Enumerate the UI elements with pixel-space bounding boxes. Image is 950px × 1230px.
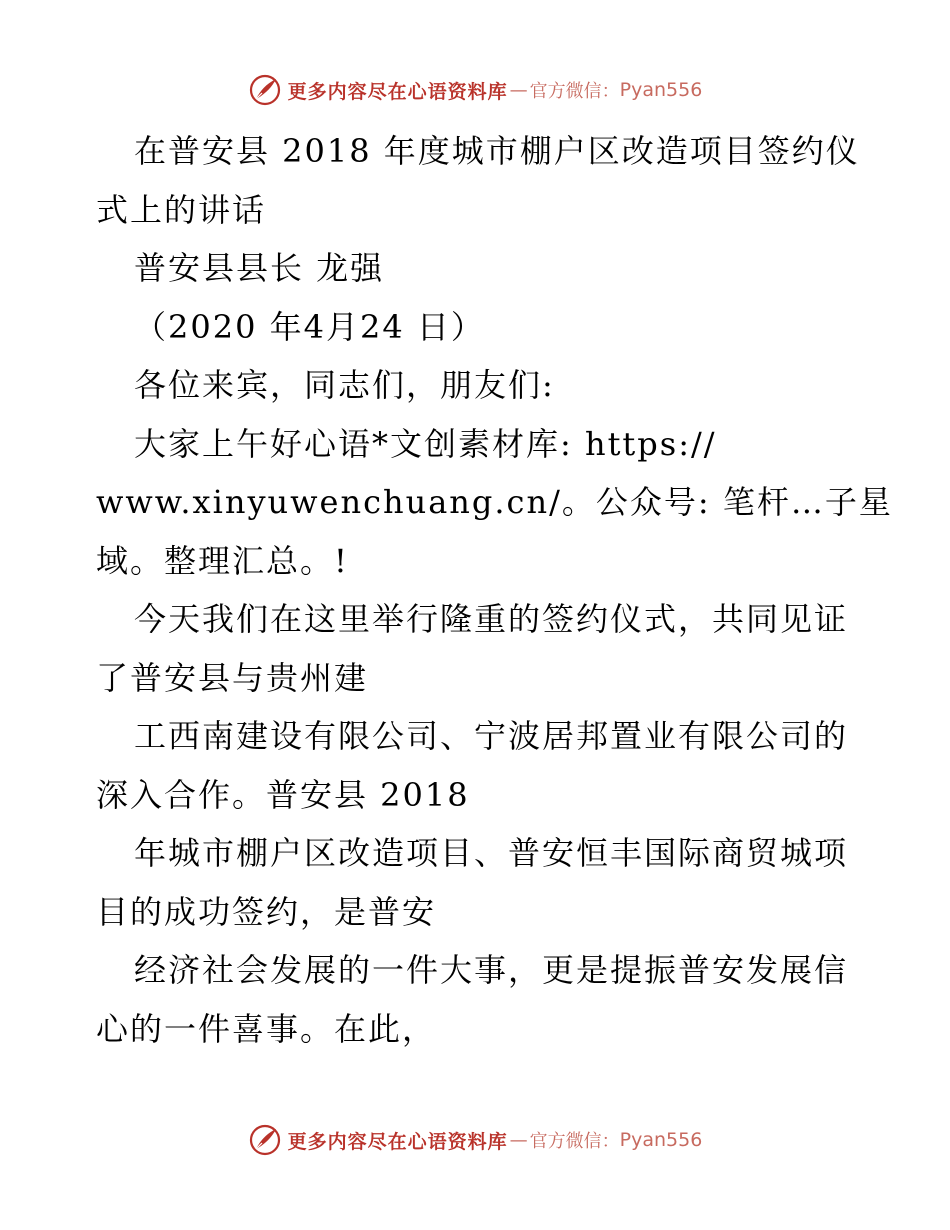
footer-banner-title: 更多内容尽在心语资料库 <box>287 1130 508 1153</box>
document-body <box>96 122 893 1058</box>
doc-title-line-1: 在普安县 2018 年度城市棚户区改造项目签约仪 <box>134 132 860 170</box>
doc-paragraph-line: 经济社会发展的一件大事，更是提振普安发展信 <box>134 951 849 989</box>
footer-banner-dash: — <box>509 1129 528 1151</box>
doc-salutation: 各位来宾，同志们，朋友们: <box>134 366 555 404</box>
doc-paragraph-line: 工西南建设有限公司、宁波居邦置业有限公司的 <box>134 717 849 755</box>
doc-paragraph-line: 大家上午好心语*文创素材库: https:// <box>134 424 717 463</box>
doc-paragraph-line: 了普安县与贵州建 <box>96 658 369 697</box>
banner-title: 更多内容尽在心语资料库 <box>287 80 508 103</box>
doc-paragraph-line: 深入合作。普安县 2018 <box>96 775 470 814</box>
doc-title-line-2: 式上的讲话 <box>96 190 267 229</box>
footer-banner-wechat-id: Pyan556 <box>619 1129 703 1151</box>
doc-paragraph-line: 目的成功签约，是普安 <box>96 892 437 931</box>
doc-paragraph-line: www.xinyuwenchuang.cn/。公众号: 笔杆…子星 <box>96 483 893 521</box>
banner-wechat-label: 官方微信： <box>529 81 620 102</box>
footer-banner <box>0 1120 950 1160</box>
banner-dash: — <box>509 79 528 101</box>
quill-pen-icon <box>248 1123 282 1157</box>
doc-speaker: 普安县县长 龙强 <box>134 249 385 287</box>
doc-paragraph-line: 今天我们在这里举行隆重的签约仪式，共同见证 <box>134 600 849 638</box>
doc-date: （2020 年4月24 日） <box>134 307 485 346</box>
quill-pen-icon <box>248 73 282 107</box>
banner-wechat-id: Pyan556 <box>619 79 703 101</box>
doc-paragraph-line: 域。整理汇总。! <box>96 541 349 580</box>
doc-paragraph-line: 心的一件喜事。在此， <box>96 1009 437 1048</box>
header-banner <box>0 70 950 110</box>
footer-banner-wechat-label: 官方微信： <box>529 1131 620 1152</box>
doc-paragraph-line: 年城市棚户区改造项目、普安恒丰国际商贸城项 <box>134 834 849 872</box>
